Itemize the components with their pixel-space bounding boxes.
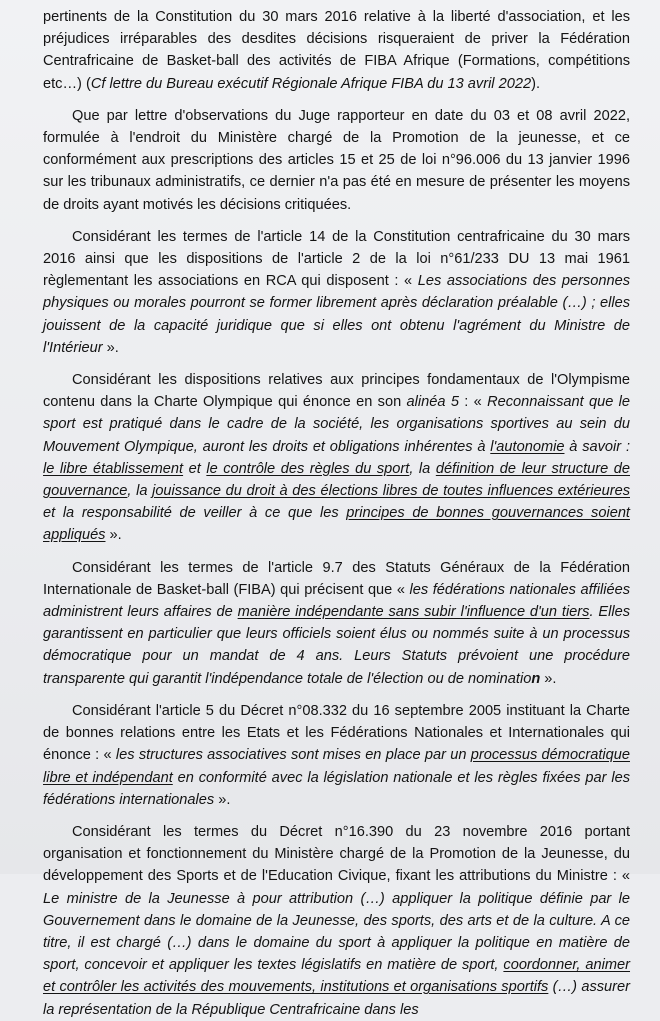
- text-run: et: [183, 460, 207, 477]
- text-run: Considérant les termes de l'article 9.7 des Statuts Généraux de la Fédération Internationale de Basket-ball (FIBA) qui précisent que «: [43, 559, 630, 598]
- text-run: , la: [409, 460, 436, 477]
- text-run: processus démocratique libre et indépendant: [43, 747, 630, 786]
- paragraph: [43, 369, 630, 547]
- text-run: (…) assurer la représentation de la République Centrafricaine dans les: [43, 979, 630, 1018]
- paragraph: [43, 105, 630, 216]
- text-run: n: [531, 670, 541, 687]
- text-run: le libre établissement: [43, 460, 184, 477]
- paragraph: [43, 557, 630, 690]
- text-run: le contrôle des règles du sport: [206, 460, 410, 477]
- text-run: ».: [214, 791, 231, 808]
- text-run: coordonner, animer et contrôler les activités des mouvements, institutions et organisations sportifs: [43, 957, 631, 996]
- text-run: ».: [102, 339, 119, 356]
- text-run: principes de bonnes gouvernances soient appliqués: [43, 505, 630, 544]
- text-run: : «: [458, 394, 488, 411]
- text-run: Considérant les dispositions relatives aux principes fondamentaux de l'Olympisme contenu dans la Charte Olympique qui énonce en son: [43, 372, 630, 411]
- text-run: les fédérations nationales affiliées administrent leurs affaires de: [43, 581, 630, 621]
- text-run: en conformité avec la législation nationale et les règles fixées par les fédérations internationales: [43, 769, 630, 808]
- text-run: Cf lettre du Bureau exécutif Régionale Afrique FIBA du 13 avril 2022: [90, 75, 532, 92]
- text-run: manière indépendante sans subir l'influence d'un tiers: [237, 604, 590, 621]
- text-run: Considérant les termes du Décret n°16.390 du 23 novembre 2016 portant organisation et fonctionnement du Ministère chargé de la Promotion de la Jeunesse, du développement des Sports et de l'Education Civique, fixant les attributions du Ministre : «: [43, 823, 630, 885]
- text-run: définition de leur structure de gouvernance: [43, 460, 630, 500]
- text-run: ».: [105, 527, 122, 544]
- text-run: , la: [127, 483, 153, 500]
- text-run: Reconnaissant que le sport est pratiqué dans le cadre de la société, les organisations sportives au sein du Mouvement Olympique, auront les droits et obligations inhérentes à: [43, 394, 631, 455]
- paragraph: [43, 226, 630, 359]
- text-run: et la responsabilité de veiller à ce que les: [43, 505, 347, 522]
- text-run: Que par lettre d'observations du Juge rapporteur en date du 03 et 08 avril 2022, formulée à l'endroit du Ministère chargé de la Promotion de la jeunesse, et ce conformément aux prescriptions des articles 15 et 25 de loi n°96.006 du 13 janvier 1996 sur les tribunaux administratifs, ce dernier n'a pas été en mesure de présenter les moyens de droits ayant motivés les décisions critiquées.: [43, 107, 630, 213]
- paragraph: [43, 700, 630, 811]
- text-run: ».: [540, 670, 557, 687]
- text-run: à savoir :: [564, 438, 630, 455]
- text-run: les structures associatives sont mises en place par un: [115, 747, 471, 764]
- text-run: jouissance du droit à des élections libres de toutes influences extérieures: [152, 483, 630, 500]
- paragraph: [43, 821, 630, 1021]
- text-run: l'autonomie: [490, 438, 565, 455]
- text-run: pertinents de la Constitution du 30 mars 2016 relative à la liberté d'association, et les préjudices irréparables des desdites décisions risqueraient de priver la Fédération Centrafricaine de Basket-ball des activités de FIBA Afrique (Formations, compétitions etc…) (: [43, 9, 630, 92]
- text-run: . Elles garantissent en particulier que leurs officiels soient élus ou nommés suite à un processus démocratique pour un mandat de 4 ans. Leurs Statuts prévoient une procédure transparente qui garantit l'indépendance totale de l'élection ou de nominatio: [43, 604, 630, 687]
- text-run: Les associations des personnes physiques ou morales pourront se former librement après déclaration préalable (…) ; elles jouissent de la capacité juridique que si elles ont obtenu l'agrément du Ministre de l'Intérieur: [43, 273, 630, 356]
- text-run: Considérant les termes de l'article 14 de la Constitution centrafricaine du 30 mars 2016 ainsi que les dispositions de l'article 2 de la loi n°61/233 DU 13 mai 1961 règlementant les associations en RCA qui disposent : «: [43, 228, 630, 290]
- text-run: alinéa 5: [406, 394, 459, 411]
- text-run: Le ministre de la Jeunesse à pour attribution (…) appliquer la politique définie par le Gouvernement dans le domaine de la Jeunesse, des sports, des arts et de la culture. A ce titre, il est chargé (…) dans le domaine du sport à appliquer la politique en matière de sport, concevoir et appliquer les textes législatifs en matière de sport,: [43, 890, 630, 974]
- text-run: ).: [531, 75, 540, 92]
- text-run: Considérant l'article 5 du Décret n°08.332 du 16 septembre 2005 instituant la Charte de bonnes relations entre les Etats et les Fédérations Nationales et Internationales qui énonce : «: [43, 702, 630, 764]
- paragraph: [43, 6, 630, 95]
